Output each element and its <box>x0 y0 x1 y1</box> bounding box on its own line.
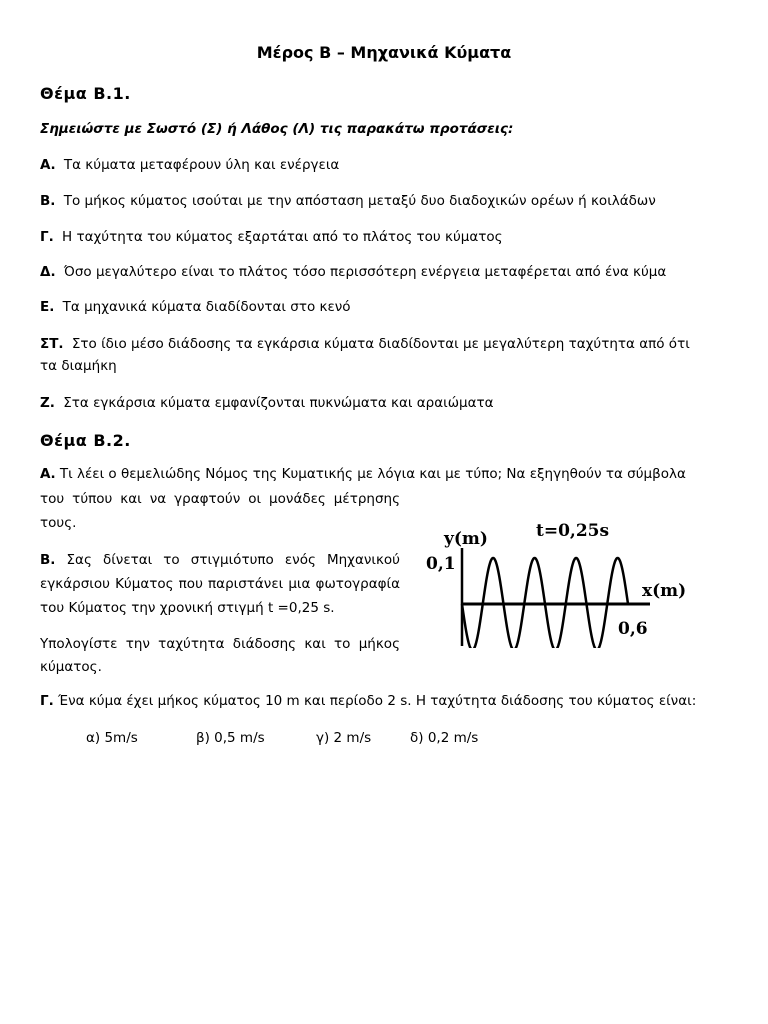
section-b1-instruction: Σημειώστε με Σωστό (Σ) ή Λάθος (Λ) τις παρακάτω προτάσεις: <box>40 121 514 137</box>
question-c <box>40 693 696 709</box>
statement-text: Η ταχύτητα του κύματος εξαρτάται από το πλάτος του κύματος <box>62 229 503 245</box>
statement-b <box>40 193 656 209</box>
statement-z <box>40 395 494 411</box>
statement-label: ΣΤ. <box>40 336 64 352</box>
amplitude-label: 0,1 <box>426 554 456 574</box>
question-text: Σας δίνεται το στιγμιότυπο ενός Μηχανικού εγκάρσιου Κύματος που παριστάνει μια φωτογραφία του Κύματος την χρονική στιγμή t =0,25 s. <box>40 552 400 616</box>
question-label: Α. <box>40 466 56 482</box>
statement-label: Γ. <box>40 229 54 245</box>
statement-label: Α. <box>40 157 56 173</box>
time-label: t=0,25s <box>536 521 610 541</box>
question-a-line-1 <box>40 466 705 482</box>
page-title: Μέρος Β – Μηχανικά Κύματα <box>256 43 512 62</box>
statement-label: Ζ. <box>40 395 55 411</box>
question-text: Ένα κύμα έχει μήκος κύματος 10 m και περίοδο 2 s. Η ταχύτητα διάδοσης του κύματος είναι: <box>58 693 697 709</box>
question-b-task: Υπολογίστε την ταχύτητα διάδοσης και το μήκος κύματος. <box>40 636 400 675</box>
question-a-line-3: τους. <box>40 515 77 531</box>
statement-text: Τα κύματα μεταφέρουν ύλη και ενέργεια <box>63 157 340 173</box>
statement-d <box>40 264 666 280</box>
statement-text: Όσο μεγαλύτερο είναι το πλάτος τόσο περισσότερη ενέργεια μεταφέρεται από ένα κύμα <box>63 264 667 280</box>
option-d: δ) 0,2 m/s <box>410 730 479 746</box>
statement-c <box>40 229 503 245</box>
wave-snapshot-graph <box>420 518 700 648</box>
statement-text: Στο ίδιο μέσο διάδοσης τα εγκάρσια κύματα διαδίδονται με μεγαλύτερη ταχύτητα από ότι τα διαμήκη <box>40 336 690 374</box>
option-a: α) 5m/s <box>86 730 138 746</box>
x-end-label: 0,6 <box>618 619 648 639</box>
statement-text: Στα εγκάρσια κύματα εμφανίζονται πυκνώματα και αραιώματα <box>63 395 494 411</box>
statement-a <box>40 157 339 173</box>
statement-label: Ε. <box>40 299 55 315</box>
statement-label: Δ. <box>40 264 56 280</box>
question-label: Β. <box>40 552 56 568</box>
question-a-line-2: του τύπου και να γραφτούν οι μονάδες μέτρησης <box>40 491 400 507</box>
question-b-text <box>40 548 400 620</box>
option-b: β) 0,5 m/s <box>196 730 265 746</box>
option-c: γ) 2 m/s <box>316 730 372 746</box>
section-b1-heading: Θέμα Β.1. <box>40 84 131 103</box>
statement-e <box>40 299 351 315</box>
statement-text: Το μήκος κύματος ισούται με την απόσταση μεταξύ δυο διαδοχικών ορέων ή κοιλάδων <box>63 193 656 209</box>
statement-label: Β. <box>40 193 56 209</box>
statement-text: Τα μηχανικά κύματα διαδίδονται στο κενό <box>62 299 351 315</box>
x-axis-label: x(m) <box>642 581 687 601</box>
question-label: Γ. <box>40 693 54 709</box>
statement-st <box>40 333 705 377</box>
question-text: Τι λέει ο θεμελιώδης Νόμος της Κυματικής με λόγια και με τύπο; Να εξηγηθούν τα σύμβολα <box>59 466 686 482</box>
section-b2-heading: Θέμα Β.2. <box>40 431 131 450</box>
y-axis-label: y(m) <box>444 529 488 549</box>
